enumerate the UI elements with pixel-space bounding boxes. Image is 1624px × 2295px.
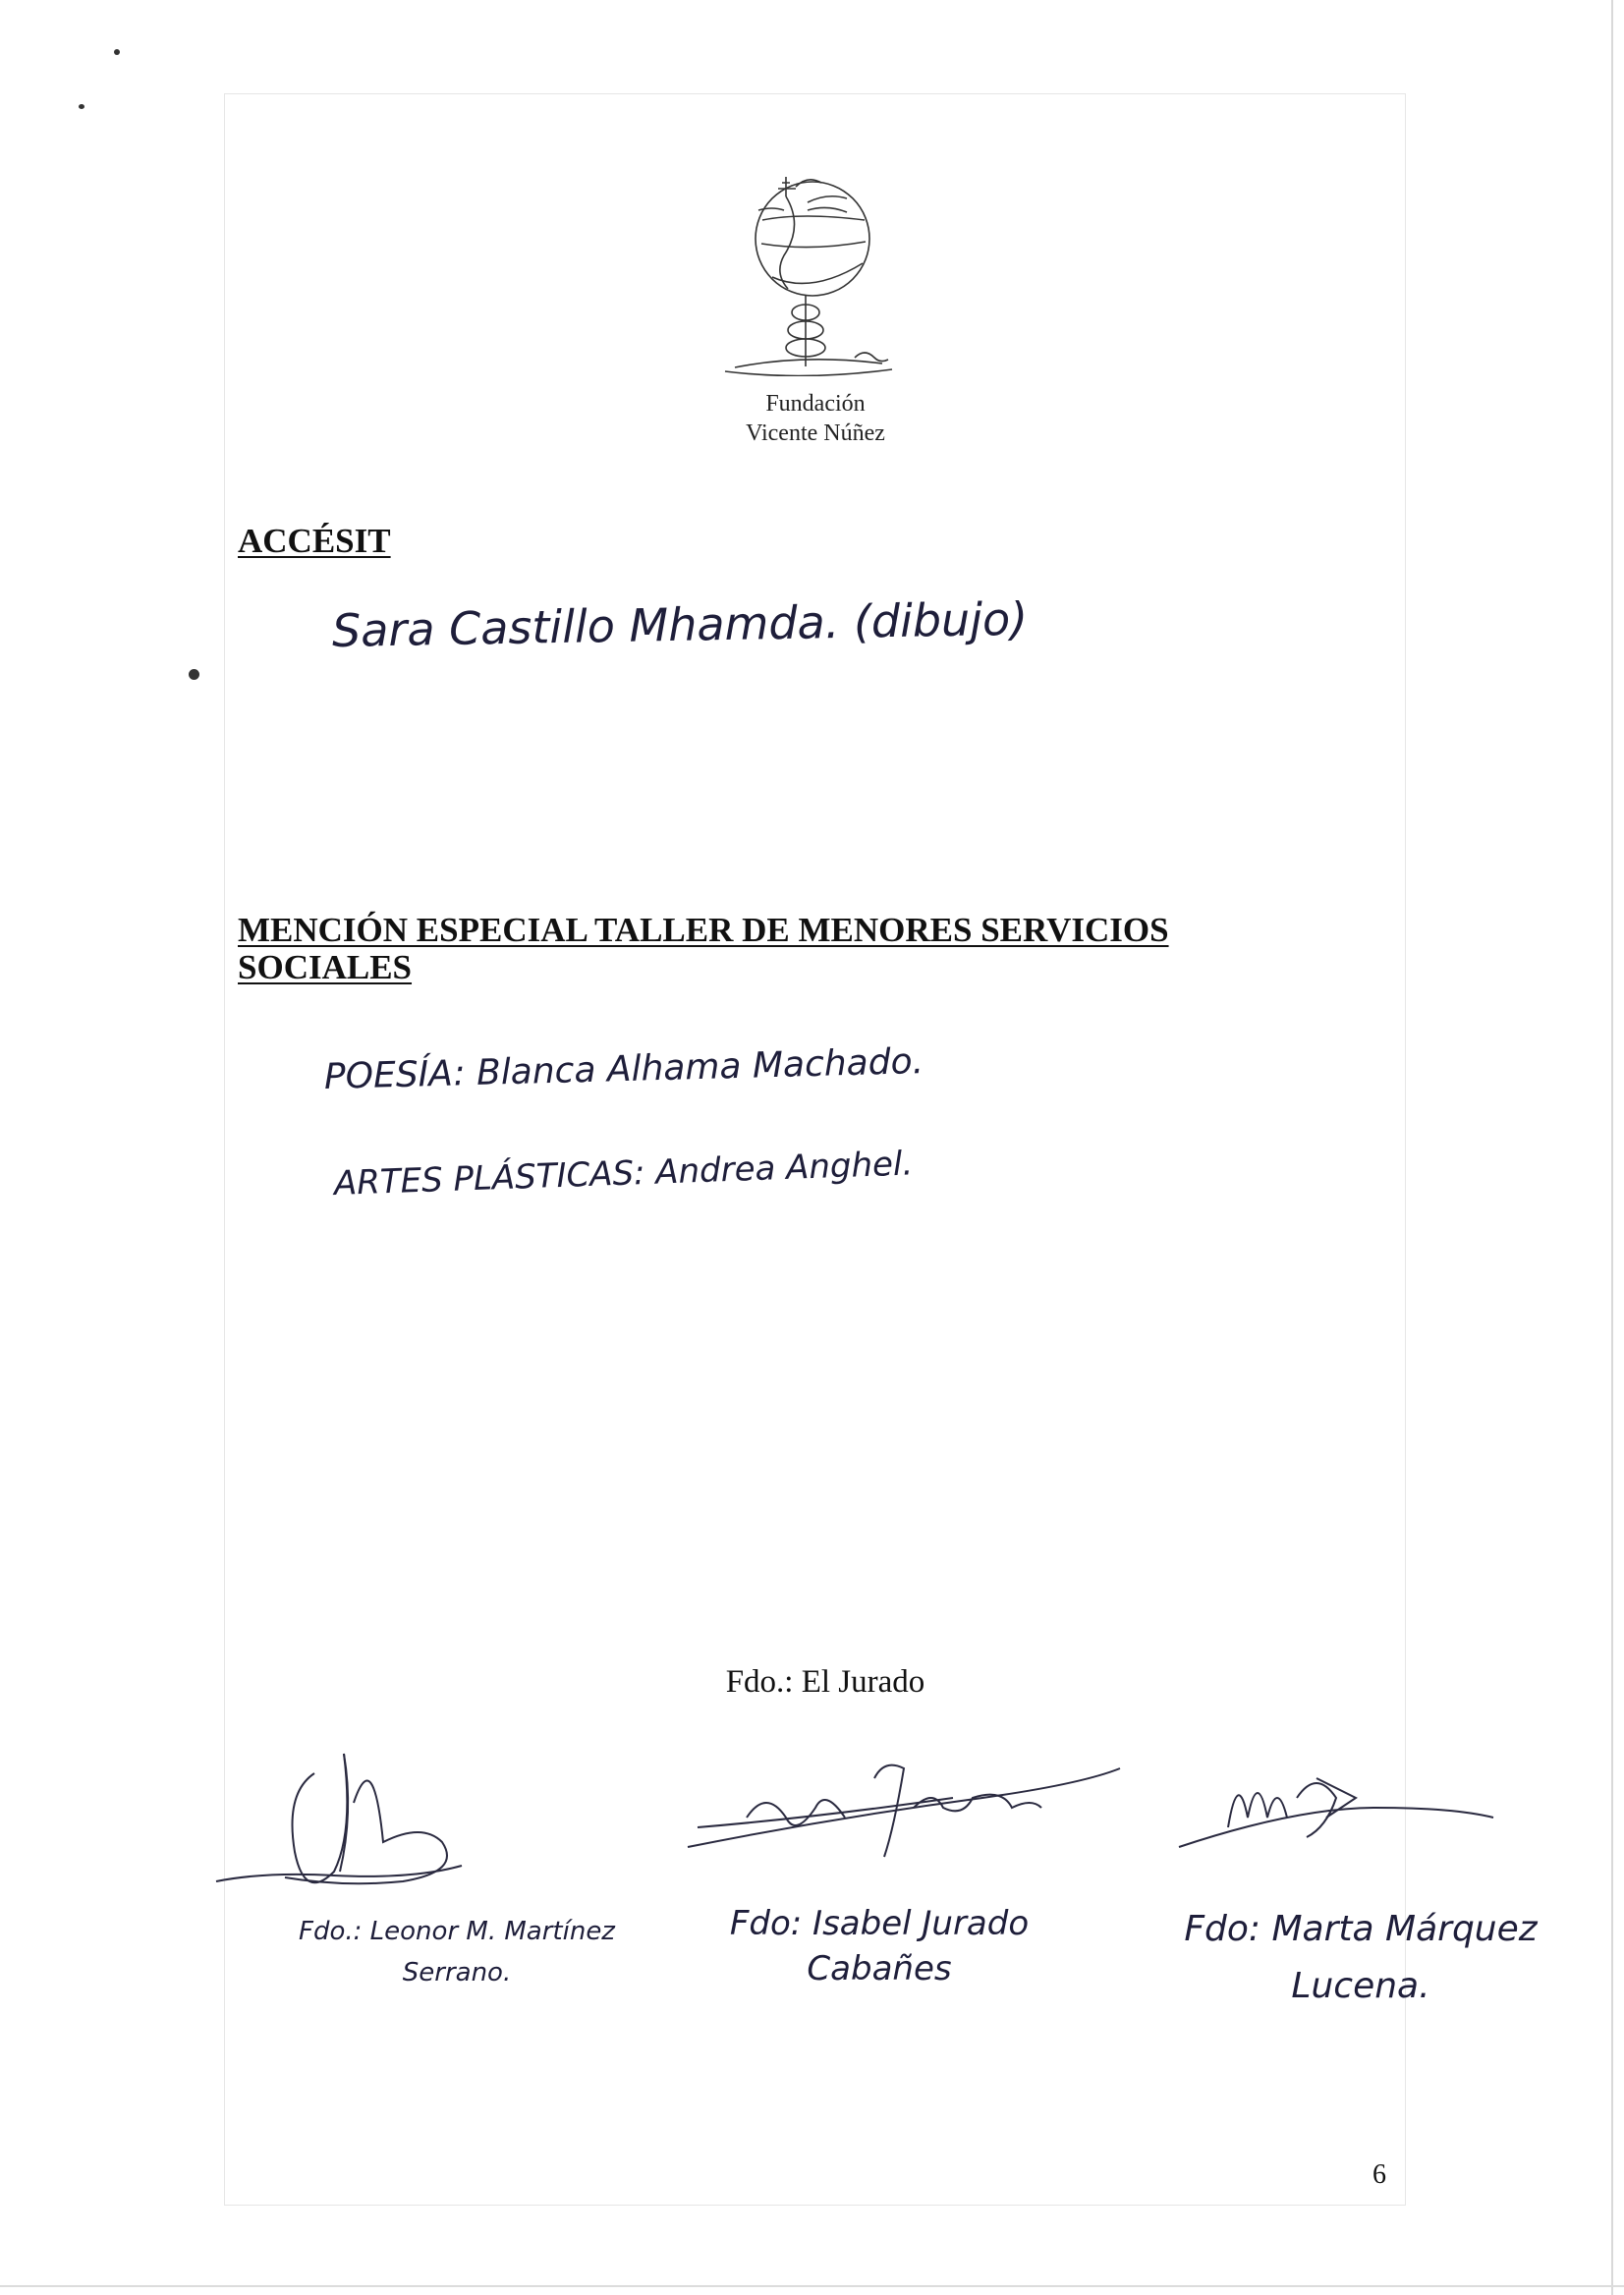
scan-edge bbox=[1611, 0, 1613, 2295]
signer-name-3-line1: Fdo: Marta Márquez bbox=[1184, 1909, 1538, 1949]
handwritten-artes-winner: ARTES PLÁSTICAS: Andrea Anghel. bbox=[333, 1144, 914, 1203]
scan-speck bbox=[114, 49, 120, 55]
signer-name-1-line2: Serrano. bbox=[402, 1958, 512, 1987]
signature-1 bbox=[206, 1734, 521, 1911]
signer-name-2 bbox=[678, 1901, 1081, 1991]
signer-name-1 bbox=[260, 1911, 653, 1993]
section-heading-mencion bbox=[238, 912, 1169, 986]
foundation-name bbox=[629, 389, 1002, 448]
scan-edge bbox=[0, 2285, 1624, 2287]
signature-3 bbox=[1169, 1759, 1503, 1867]
signer-name-3-line2: Lucena. bbox=[1291, 1966, 1430, 2006]
section-heading-mencion-line1: MENCIÓN ESPECIAL TALLER DE MENORES SERVICIOS bbox=[238, 911, 1169, 949]
foundation-logo bbox=[717, 165, 914, 376]
foundation-name-line2: Vicente Núñez bbox=[746, 420, 885, 446]
section-heading-accesit: ACCÉSIT bbox=[238, 522, 391, 560]
handwritten-poesia-winner: POESÍA: Blanca Alhama Machado. bbox=[323, 1041, 924, 1097]
signer-name-2-line2: Cabañes bbox=[807, 1949, 952, 1988]
scan-speck bbox=[189, 669, 199, 680]
signer-name-2-line1: Fdo: Isabel Jurado bbox=[729, 1904, 1030, 1943]
foundation-name-line1: Fundación bbox=[765, 391, 866, 417]
handwritten-accesit-winner: Sara Castillo Mhamda. (dibujo) bbox=[331, 591, 1029, 657]
signer-name-1-line1: Fdo.: Leonor M. Martínez bbox=[299, 1917, 615, 1946]
signer-name-3 bbox=[1174, 1901, 1547, 2015]
signed-by-jury: Fdo.: El Jurado bbox=[725, 1664, 925, 1700]
section-heading-mencion-line2: SOCIALES bbox=[238, 948, 413, 986]
page-number: 6 bbox=[1372, 2159, 1386, 2190]
signature-2 bbox=[678, 1749, 1130, 1876]
scan-speck bbox=[79, 104, 84, 109]
